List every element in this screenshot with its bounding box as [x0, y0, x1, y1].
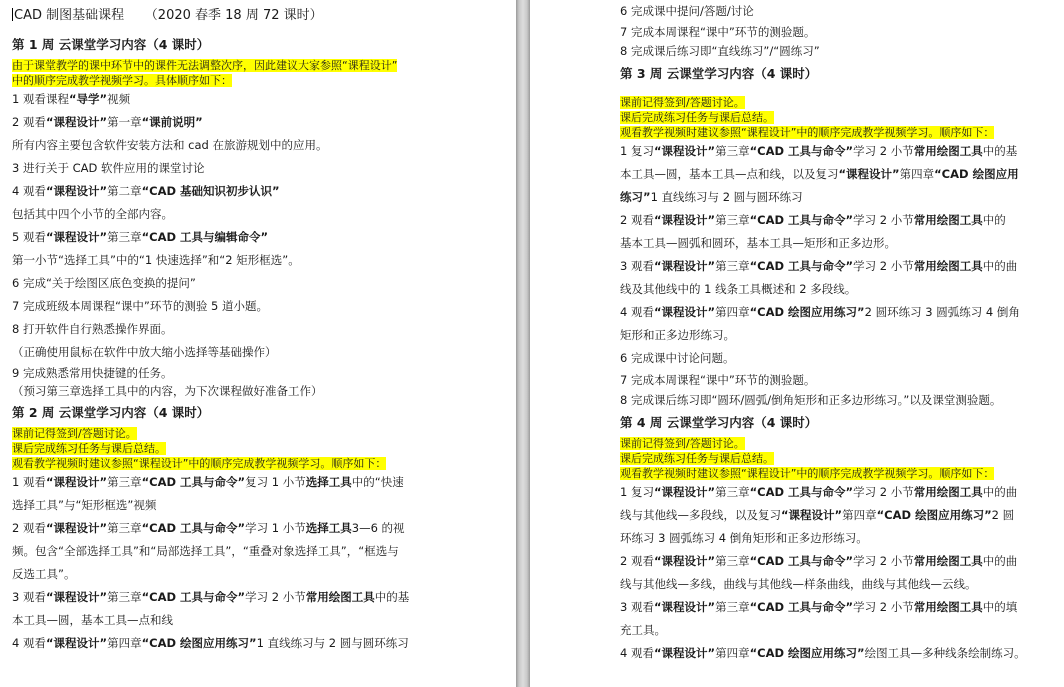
week2-highlight-1: 课前记得签到/答题讨论。: [12, 427, 137, 440]
week3-item-2-cont: 基本工具—圆弧和圆环，基本工具—矩形和正多边形。: [620, 236, 896, 250]
week1-item-3: 3 进行关于 CAD 软件应用的课堂讨论: [12, 161, 205, 175]
week1-item-9-text: （预习第三章选择工具中的内容，为下次课程做好准备工作）: [12, 384, 323, 398]
week3-item-4: 4 观看“课程设计”第四章“CAD 绘图应用练习”2 圆环练习 3 圆弧练习 4 倒角: [620, 305, 1020, 319]
week1-item-6: 6 完成“关于绘图区底色变换的提问”: [12, 276, 196, 290]
week1-item-4: 4 观看“课程设计”第二章“CAD 基础知识初步认识”: [12, 184, 280, 198]
week4-highlight-3: 观看教学视频时建议参照“课程设计”中的顺序完成教学视频学习。顺序如下：: [620, 467, 995, 480]
week1-item-5-text: 第一小节“选择工具”中的“1 快速选择”和“2 矩形框选”。: [12, 253, 300, 267]
week1-item-1: 1 观看课程“导学”视频: [12, 92, 131, 106]
week2-highlight-2: 课后完成练习任务与课后总结。: [12, 442, 166, 455]
week4-heading: 第 4 周 云课堂学习内容（4 课时）: [620, 415, 818, 430]
left-page-content: [12, 4, 508, 655]
week3-item-3-cont: 线及其他线中的 1 线条工具概述和 2 多段线。: [620, 282, 857, 296]
week3-item-8: 8 完成课后练习即“圆环/圆弧/倒角矩形和正多边形练习。”以及课堂测验题。: [620, 393, 1002, 407]
week4-item-3-cont: 充工具。: [620, 623, 666, 637]
week3-item-1-cont2: 练习”1 直线练习与 2 圆与圆环练习: [620, 190, 803, 204]
week2-heading: 第 2 周 云课堂学习内容（4 课时）: [12, 405, 210, 420]
week1-heading: 第 1 周 云课堂学习内容（4 课时）: [12, 37, 210, 52]
week3-item-1-cont: 本工具—圆，基本工具—点和线，以及复习“课程设计”第四章“CAD 绘图应用: [620, 167, 1019, 181]
week4-item-1: 1 复习“课程设计”第三章“CAD 工具与命令”学习 2 小节常用绘图工具中的曲: [620, 485, 1018, 499]
week4-item-2: 2 观看“课程设计”第三章“CAD 工具与命令”学习 2 小节常用绘图工具中的曲: [620, 554, 1018, 568]
week3-highlight-3: 观看教学视频时建议参照“课程设计”中的顺序完成教学视频学习。顺序如下：: [620, 126, 995, 139]
week1-item-7: 7 完成班级本周课程“课中”环节的测验 5 道小题。: [12, 299, 269, 313]
document-term: （2020 春季 18 周 72 课时）: [144, 8, 323, 23]
week1-item-9: 9 完成熟悉常用快捷键的任务。: [12, 366, 173, 380]
week1-item-2-text: 所有内容主要包含软件安装方法和 cad 在旅游规划中的应用。: [12, 138, 328, 152]
week2-item-8: 8 完成课后练习即“直线练习”/“圆练习”: [620, 44, 820, 58]
text-cursor: [12, 8, 13, 21]
week2-item-2-cont2: 反选工具”。: [12, 567, 76, 581]
week3-heading: 第 3 周 云课堂学习内容（4 课时）: [620, 66, 818, 81]
right-page-content: [620, 0, 1060, 665]
document-title-line: [12, 4, 508, 28]
week2-item-1-cont: 选择工具”与“矩形框选”视频: [12, 498, 157, 512]
week4-item-2-cont: 线与其他线—多线，曲线与其他线—样条曲线，曲线与其他线—云线。: [620, 577, 977, 591]
week1-item-2: 2 观看“课程设计”第一章“课前说明”: [12, 115, 203, 129]
week2-item-2: 2 观看“课程设计”第三章“CAD 工具与命令”学习 1 小节选择工具3—6 的视: [12, 521, 405, 535]
week4-item-3: 3 观看“课程设计”第三章“CAD 工具与命令”学习 2 小节常用绘图工具中的填: [620, 600, 1018, 614]
week4-item-1-cont2: 环练习 3 圆弧练习 4 倒角矩形和正多边形练习。: [620, 531, 868, 545]
week2-item-2-cont: 频。包含“全部选择工具”和“局部选择工具”，“重叠对象选择工具”，“框选与: [12, 544, 399, 558]
week1-item-8-text: （正确使用鼠标在软件中放大缩小选择等基础操作）: [12, 345, 277, 359]
week4-item-4: 4 观看“课程设计”第四章“CAD 绘图应用练习”绘图工具—多种线条绘制练习。: [620, 646, 1026, 660]
week1-item-5: 5 观看“课程设计”第三章“CAD 工具与编辑命令”: [12, 230, 269, 244]
week4-highlight-1: 课前记得签到/答题讨论。: [620, 437, 745, 450]
week3-highlight-2: 课后完成练习任务与课后总结。: [620, 111, 774, 124]
week2-item-3-cont: 本工具—圆，基本工具—点和线: [12, 613, 173, 627]
page-gutter: [516, 0, 530, 687]
week3-item-3: 3 观看“课程设计”第三章“CAD 工具与命令”学习 2 小节常用绘图工具中的曲: [620, 259, 1018, 273]
week3-item-7: 7 完成本周课程“课中”环节的测验题。: [620, 373, 816, 387]
week2-item-7: 7 完成本周课程“课中”环节的测验题。: [620, 25, 816, 39]
week1-highlight-2: 中的顺序完成教学视频学习。具体顺序如下：: [12, 74, 232, 87]
week2-item-3: 3 观看“课程设计”第三章“CAD 工具与命令”学习 2 小节常用绘图工具中的基: [12, 590, 410, 604]
right-page: [530, 0, 1064, 687]
week3-item-6: 6 完成课中讨论问题。: [620, 351, 735, 365]
document-title: CAD 制图基础课程: [14, 8, 125, 23]
week3-highlight-1: 课前记得签到/答题讨论。: [620, 96, 745, 109]
week1-item-8: 8 打开软件自行熟悉操作界面。: [12, 322, 173, 336]
week2-item-4: 4 观看“课程设计”第四章“CAD 绘图应用练习”1 直线练习与 2 圆与圆环练习: [12, 636, 409, 650]
week3-item-1: 1 复习“课程设计”第三章“CAD 工具与命令”学习 2 小节常用绘图工具中的基: [620, 144, 1018, 158]
week2-item-6: 6 完成课中提问/答题/讨论: [620, 4, 754, 18]
week3-item-4-cont: 矩形和正多边形练习。: [620, 328, 735, 342]
week2-highlight-3: 观看教学视频时建议参照“课程设计”中的顺序完成教学视频学习。顺序如下：: [12, 457, 387, 470]
week1-item-4-text: 包括其中四个小节的全部内容。: [12, 207, 173, 221]
left-page: [0, 0, 516, 687]
week4-item-1-cont: 线与其他线—多段线，以及复习“课程设计”第四章“CAD 绘图应用练习”2 圆: [620, 508, 1015, 522]
week1-highlight-1: 由于课堂教学的课中环节中的课件无法调整次序，因此建议大家参照“课程设计”: [12, 59, 398, 72]
week4-highlight-2: 课后完成练习任务与课后总结。: [620, 452, 774, 465]
week2-item-1: 1 观看“课程设计”第三章“CAD 工具与命令”复习 1 小节选择工具中的“快速: [12, 475, 404, 489]
week3-item-2: 2 观看“课程设计”第三章“CAD 工具与命令”学习 2 小节常用绘图工具中的: [620, 213, 1006, 227]
